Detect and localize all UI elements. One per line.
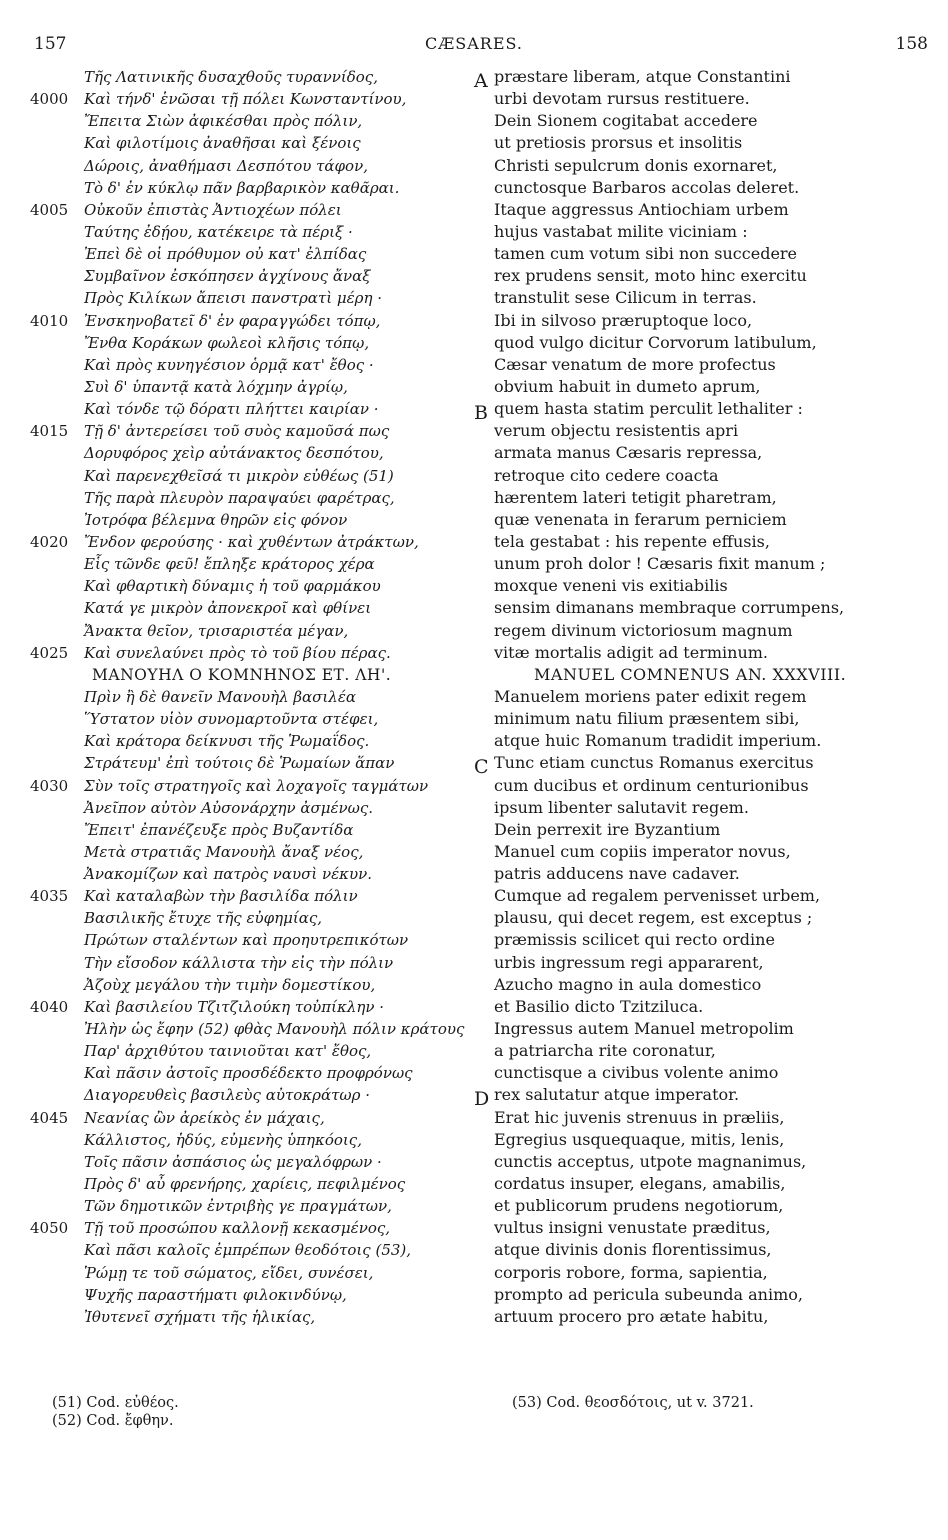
latin-verse-line bbox=[466, 88, 946, 110]
greek-verse-text: Καὶ τήνδ' ἑνῶσαι τῇ πόλει Κωνσταντίνου, bbox=[84, 90, 407, 109]
greek-verse-line bbox=[0, 974, 470, 996]
greek-verse-line bbox=[0, 1040, 470, 1062]
greek-verse-text: Κατά γε μικρὸν ἀπονεκροῖ καὶ φθίνει bbox=[84, 599, 372, 618]
greek-verse-line bbox=[0, 575, 470, 597]
latin-verse-text: Christi sepulcrum donis exornaret, bbox=[494, 155, 778, 175]
greek-verse-line bbox=[0, 597, 470, 619]
greek-verse-text: Καὶ πρὸς κυνηγέσιον ὁρμᾷ κατ' ἔθος · bbox=[84, 355, 374, 374]
running-head: CÆSARES. bbox=[425, 34, 523, 53]
latin-verse-line bbox=[466, 1107, 946, 1129]
greek-verse-line bbox=[0, 553, 470, 575]
latin-verse-line bbox=[466, 553, 946, 575]
greek-verse-line bbox=[0, 841, 470, 863]
greek-verse-text: Καὶ πᾶσι καλοῖς ἐμπρέπων θεοδότοις (53), bbox=[84, 1241, 412, 1260]
latin-verse-text: Cæsar venatum de more profectus bbox=[494, 354, 776, 374]
greek-verse-line bbox=[0, 1195, 470, 1217]
footnotes-left bbox=[52, 1394, 179, 1430]
latin-verse-text: præstare liberam, atque Constantini bbox=[494, 67, 791, 86]
footnote-53: (53) Cod. θεοσδότοις, ut v. 3721. bbox=[512, 1395, 754, 1411]
latin-verse-text: cunctosque Barbaros accolas deleret. bbox=[494, 177, 800, 197]
latin-verse-text: hærentem lateri tetigit pharetram, bbox=[494, 487, 777, 507]
latin-verse-line bbox=[466, 929, 946, 951]
section-marker: A bbox=[474, 70, 488, 92]
greek-verse-line bbox=[0, 132, 470, 154]
greek-verse-line bbox=[0, 420, 470, 442]
footnote-52: (52) Cod. ἔφθην. bbox=[52, 1413, 174, 1429]
latin-verse-line bbox=[466, 1306, 946, 1328]
greek-verse-line bbox=[0, 287, 470, 309]
latin-verse-line bbox=[466, 465, 946, 487]
latin-verse-text: artuum procero pro ætate habitu, bbox=[494, 1306, 769, 1326]
latin-verse-text: Dein perrexit ire Byzantium bbox=[494, 819, 721, 839]
greek-verse-line bbox=[0, 863, 470, 885]
latin-verse-line bbox=[466, 642, 946, 664]
verse-number: 4035 bbox=[30, 887, 69, 906]
verse-number: 4020 bbox=[30, 532, 69, 551]
latin-verse-text: rex salutatur atque imperator. bbox=[494, 1085, 740, 1105]
greek-verse-text: Τῇ τοῦ προσώπου καλλονῇ κεκασμένος, bbox=[84, 1219, 391, 1238]
greek-verse-line bbox=[0, 531, 470, 553]
greek-verse-line bbox=[0, 730, 470, 752]
latin-verse-line bbox=[466, 531, 946, 553]
latin-verse-line bbox=[466, 1284, 946, 1306]
greek-verse-line bbox=[0, 265, 470, 287]
greek-verse-text: Ἀνακομίζων καὶ πατρὸς ναυσὶ νέκυν. bbox=[84, 865, 373, 884]
latin-verse-text: moxque veneni vis exitiabilis bbox=[494, 576, 728, 596]
greek-verse-text: Τῇ δ' ἀντερείσει τοῦ συὸς καμοῦσά πως bbox=[84, 422, 390, 441]
greek-verse-text: Ἰθυτενεῖ σχήματι τῆς ἡλικίας, bbox=[84, 1307, 316, 1326]
greek-verse-text: Ταύτης ἐδῄου, κατέκειρε τὰ πέριξ · bbox=[84, 222, 353, 241]
greek-verse-text: Πρώτων σταλέντων καὶ προηυτρεπικότων bbox=[84, 931, 409, 950]
verse-number: 4005 bbox=[30, 200, 69, 219]
latin-verse-text: Azucho magno in aula domestico bbox=[494, 974, 762, 994]
greek-verse-line bbox=[0, 199, 470, 221]
section-marker: D bbox=[474, 1088, 490, 1111]
greek-verse-text: Ἐπεὶ δὲ οἱ πρόθυμον οὐ κατ' ἐλπίδας bbox=[84, 245, 367, 264]
greek-verse-text: Ἀνεῖπον αὐτὸν Αὐσονάρχην ἀσμένως. bbox=[84, 798, 374, 817]
verse-number: 4045 bbox=[30, 1108, 69, 1127]
greek-verse-text: Τῆς Λατινικῆς δυσαχθοῦς τυραννίδος, bbox=[84, 68, 378, 86]
greek-verse-text: Δώροις, ἀναθήμασι Δεσπότου τάφον, bbox=[84, 156, 368, 175]
latin-verse-line bbox=[466, 907, 946, 929]
latin-verse-text: hujus vastabat milite viciniam : bbox=[494, 221, 748, 241]
verse-number: 4000 bbox=[30, 90, 69, 109]
latin-verse-text: tela gestabat : his repente effusis, bbox=[494, 531, 770, 551]
greek-verse-text: Ῥώμῃ τε τοῦ σώματος, εἴδει, συνέσει, bbox=[84, 1263, 374, 1282]
latin-verse-line bbox=[466, 885, 946, 907]
footnotes-right bbox=[512, 1394, 754, 1412]
latin-verse-line bbox=[466, 686, 946, 708]
greek-verse-text: Ἐνσκηνοβατεῖ δ' ἐν φαραγγώδει τόπῳ, bbox=[84, 311, 381, 330]
greek-verse-line bbox=[0, 398, 470, 420]
latin-verse-line bbox=[466, 354, 946, 376]
greek-verse-text: Δορυφόρος χεὶρ αὐτάνακτος δεσπότου, bbox=[84, 444, 384, 463]
latin-verse-text: verum objectu resistentis apri bbox=[494, 421, 739, 441]
latin-verse-text: præmissis scilicet qui recto ordine bbox=[494, 930, 775, 950]
latin-verse-text: regem divinum victoriosum magnum bbox=[494, 620, 793, 640]
greek-verse-line bbox=[0, 1239, 470, 1261]
latin-verse-line bbox=[466, 841, 946, 863]
greek-verse-text: Καὶ πᾶσιν ἀστοῖς προσδέδεκτο προφρόνως bbox=[84, 1064, 413, 1083]
greek-verse-text: Ἀζοὺχ μεγάλου τὴν τιμὴν δομεστίκου, bbox=[84, 975, 376, 994]
greek-verse-text: Βασιλικῆς ἔτυχε τῆς εὐφημίας, bbox=[84, 909, 323, 928]
latin-verse-text: plausu, qui decet regem, est exceptus ; bbox=[494, 908, 813, 928]
greek-verse-line bbox=[0, 1284, 470, 1306]
latin-verse-line bbox=[466, 265, 946, 287]
verse-number: 4040 bbox=[30, 997, 69, 1016]
latin-verse-text: atque divinis donis florentissimus, bbox=[494, 1240, 772, 1260]
greek-verse-line bbox=[0, 487, 470, 509]
latin-verse-text: obvium habuit in dumeto aprum, bbox=[494, 376, 761, 396]
greek-verse-line bbox=[0, 929, 470, 951]
greek-verse-text: Διαγορευθεὶς βασιλεὺς αὐτοκράτωρ · bbox=[84, 1086, 370, 1105]
verse-number: 4050 bbox=[30, 1219, 69, 1238]
latin-verse-line bbox=[466, 110, 946, 132]
latin-verse-line bbox=[466, 863, 946, 885]
latin-verse-text: Manuelem moriens pater edixit regem bbox=[494, 686, 807, 706]
latin-verse-line bbox=[466, 730, 946, 752]
latin-verse-text: vultus insigni venustate præditus, bbox=[494, 1218, 771, 1238]
greek-verse-text: Νεανίας ὢν ἀρείκὸς ἐν μάχαις, bbox=[84, 1108, 325, 1127]
latin-verse-line bbox=[466, 1262, 946, 1284]
greek-verse-line bbox=[0, 708, 470, 730]
latin-verse-text: sensim dimanans membraque corrumpens, bbox=[494, 598, 845, 618]
greek-verse-line bbox=[0, 1107, 470, 1129]
latin-verse-text: quem hasta statim perculit lethaliter : bbox=[494, 399, 803, 419]
greek-verse-text: Καὶ φιλοτίμοις ἀναθῆσαι καὶ ξένοις bbox=[84, 134, 361, 153]
greek-section-heading bbox=[0, 664, 470, 686]
greek-verse-line bbox=[0, 442, 470, 464]
greek-verse-line bbox=[0, 642, 470, 664]
greek-verse-text: Ἰοτρόφα βέλεμνα θηρῶν εἰς φόνον bbox=[84, 510, 348, 529]
latin-verse-text: Ibi in silvoso præruptoque loco, bbox=[494, 310, 753, 330]
latin-verse-line bbox=[466, 952, 946, 974]
latin-verse-line bbox=[466, 420, 946, 442]
latin-verse-text: Itaque aggressus Antiochiam urbem bbox=[494, 199, 789, 219]
greek-verse-text: Καὶ συνελαύνει πρὸς τὸ τοῦ βίου πέρας. bbox=[84, 643, 391, 662]
latin-verse-line bbox=[466, 132, 946, 154]
latin-verse-line bbox=[466, 509, 946, 531]
verse-number: 4025 bbox=[30, 643, 69, 662]
latin-verse-line bbox=[466, 1217, 946, 1239]
greek-verse-text: Ἠλὴν ὡς ἔφην (52) φθὰς Μανουὴλ πόλιν κράτους bbox=[84, 1020, 465, 1039]
latin-verse-line bbox=[466, 376, 946, 398]
greek-verse-line bbox=[0, 332, 470, 354]
latin-verse-text: ut pretiosis prorsus et insolitis bbox=[494, 133, 743, 153]
latin-verse-text: corporis robore, forma, sapientia, bbox=[494, 1262, 768, 1282]
greek-verse-text: Συμβαῖνον ἐσκόπησεν ἀγχίνους ἄναξ bbox=[84, 267, 371, 286]
latin-section-heading bbox=[466, 664, 946, 686]
greek-verse-text: Πρὶν ἢ δὲ θανεῖν Μανουὴλ βασιλέα bbox=[84, 687, 356, 706]
greek-verse-text: Τοῖς πᾶσιν ἀσπάσιος ὡς μεγαλόφρων · bbox=[84, 1152, 382, 1171]
greek-verse-line bbox=[0, 819, 470, 841]
latin-verse-line bbox=[466, 332, 946, 354]
greek-verse-text: Καὶ φθαρτικὴ δύναμις ἡ τοῦ φαρμάκου bbox=[84, 577, 381, 596]
latin-verse-text: cunctisque a civibus volente animo bbox=[494, 1063, 779, 1083]
latin-verse-text: Egregius usquequaque, mitis, lenis, bbox=[494, 1129, 785, 1149]
latin-verse-text: unum proh dolor ! Cæsaris fixit manum ; bbox=[494, 554, 826, 574]
latin-verse-line bbox=[466, 1084, 946, 1111]
greek-verse-line bbox=[0, 354, 470, 376]
greek-verse-line bbox=[0, 885, 470, 907]
latin-verse-line bbox=[466, 243, 946, 265]
latin-verse-text: ipsum libenter salutavit regem. bbox=[494, 797, 749, 817]
latin-verse-text: rex prudens sensit, moto hinc exercitu bbox=[494, 266, 807, 286]
latin-verse-line bbox=[466, 1062, 946, 1084]
greek-verse-line bbox=[0, 996, 470, 1018]
greek-verse-text: Σὺν τοῖς στρατηγοῖς καὶ λοχαγοῖς ταγμάτων bbox=[84, 776, 429, 795]
latin-verse-line bbox=[466, 66, 946, 92]
latin-verse-text: Manuel cum copiis imperator novus, bbox=[494, 841, 791, 861]
latin-verse-text: armata manus Cæsaris repressa, bbox=[494, 443, 763, 463]
latin-verse-line bbox=[466, 177, 946, 199]
greek-verse-text: Τὸ δ' ἐν κύκλῳ πᾶν βαρβαρικὸν καθᾶραι. bbox=[84, 178, 400, 197]
greek-verse-line bbox=[0, 1129, 470, 1151]
greek-verse-text: Μετὰ στρατιᾶς Μανουὴλ ἄναξ νέος, bbox=[84, 842, 364, 861]
latin-verse-text: cum ducibus et ordinum centurionibus bbox=[494, 775, 809, 795]
latin-verse-line bbox=[466, 1195, 946, 1217]
latin-verse-text: prompto ad pericula subeunda animo, bbox=[494, 1284, 803, 1304]
latin-verse-line bbox=[466, 1018, 946, 1040]
latin-verse-line bbox=[466, 221, 946, 243]
latin-heading-text: MANUEL COMNENUS AN. XXXVIII. bbox=[534, 664, 847, 684]
latin-verse-line bbox=[466, 620, 946, 642]
latin-verse-line bbox=[466, 1173, 946, 1195]
latin-verse-line bbox=[466, 287, 946, 309]
greek-verse-line bbox=[0, 775, 470, 797]
greek-verse-line bbox=[0, 110, 470, 132]
greek-verse-line bbox=[0, 1018, 470, 1040]
latin-verse-text: urbi devotam rursus restituere. bbox=[494, 89, 750, 109]
verse-number: 4030 bbox=[30, 776, 69, 795]
latin-verse-line bbox=[466, 1129, 946, 1151]
greek-verse-text: Καὶ παρενεχθεῖσά τι μικρὸν εὐθέως (51) bbox=[84, 466, 394, 485]
greek-verse-text: Τῶν δημοτικῶν ἐντριβὴς γε πραγμάτων, bbox=[84, 1197, 392, 1216]
latin-verse-text: Cumque ad regalem pervenisset urbem, bbox=[494, 886, 821, 906]
latin-verse-line bbox=[466, 819, 946, 841]
latin-verse-line bbox=[466, 797, 946, 819]
section-marker: C bbox=[474, 756, 489, 779]
greek-verse-line bbox=[0, 376, 470, 398]
section-marker: B bbox=[474, 402, 488, 425]
latin-verse-text: vitæ mortalis adigit ad terminum. bbox=[494, 642, 769, 662]
page-number-left: 157 bbox=[34, 34, 67, 54]
latin-verse-line bbox=[466, 1040, 946, 1062]
latin-verse-text: et Basilio dicto Tzitziluca. bbox=[494, 996, 704, 1016]
page-number-right: 158 bbox=[895, 34, 928, 54]
latin-verse-line bbox=[466, 199, 946, 221]
latin-verse-line bbox=[466, 442, 946, 464]
verse-number: 4010 bbox=[30, 311, 69, 330]
greek-verse-line bbox=[0, 620, 470, 642]
greek-verse-text: Συὶ δ' ὑπαντᾷ κατὰ λόχμην ἀγρίῳ, bbox=[84, 377, 348, 396]
greek-verse-text: Τῆς παρὰ πλευρὸν παραψαύει φαρέτρας, bbox=[84, 488, 395, 507]
latin-verse-line bbox=[466, 996, 946, 1018]
latin-verse-text: et publicorum prudens negotiorum, bbox=[494, 1196, 784, 1216]
greek-verse-text: Ἔνθα Κοράκων φωλεοὶ κλῆσις τόπῳ, bbox=[84, 333, 370, 352]
greek-verse-line bbox=[0, 155, 470, 177]
greek-verse-line bbox=[0, 797, 470, 819]
latin-verse-text: Erat hic juvenis strenuus in præliis, bbox=[494, 1107, 785, 1127]
greek-heading-text: ΜΑΝΟΥΗΛ Ο ΚΟΜΝΗΝΟΣ ΕΤ. ΛΗ'. bbox=[92, 665, 392, 684]
greek-verse-text: Ὕστατον υἱὸν συνομαρτοῦντα στέφει, bbox=[84, 710, 379, 729]
greek-verse-line bbox=[0, 177, 470, 199]
greek-verse-line bbox=[0, 752, 470, 774]
latin-verse-line bbox=[466, 1151, 946, 1173]
verse-number: 4015 bbox=[30, 422, 69, 441]
latin-verse-line bbox=[466, 775, 946, 797]
latin-verse-text: urbis ingressum regi appararent, bbox=[494, 952, 764, 972]
greek-verse-line bbox=[0, 66, 470, 88]
greek-verse-line bbox=[0, 952, 470, 974]
latin-verse-text: quæ venenata in ferarum perniciem bbox=[494, 509, 787, 529]
greek-verse-line bbox=[0, 686, 470, 708]
greek-verse-line bbox=[0, 1217, 470, 1239]
greek-verse-text: Καὶ καταλαβὼν τὴν βασιλίδα πόλιν bbox=[84, 887, 358, 906]
latin-verse-line bbox=[466, 155, 946, 177]
latin-verse-line bbox=[466, 310, 946, 332]
latin-verse-text: minimum natu filium præsentem sibi, bbox=[494, 709, 800, 729]
latin-verse-text: atque huic Romanum tradidit imperium. bbox=[494, 731, 822, 751]
footnote-51: (51) Cod. εὐθέος. bbox=[52, 1395, 179, 1411]
latin-verse-line bbox=[466, 575, 946, 597]
greek-verse-text: Ἔπειτ' ἐπανέζευξε πρὸς Βυζαντίδα bbox=[84, 820, 354, 839]
latin-verse-text: quod vulgo dicitur Corvorum latibulum, bbox=[494, 332, 817, 352]
greek-verse-text: Πρὸς δ' αὖ φρενήρης, χαρίεις, πεφιλμένος bbox=[84, 1175, 406, 1194]
latin-verse-text: a patriarcha rite coronatur, bbox=[494, 1041, 716, 1061]
greek-verse-text: Καὶ βασιλείου Τζιτζιλούκη τοὐπίκλην · bbox=[84, 997, 385, 1016]
greek-column bbox=[0, 66, 470, 1328]
latin-verse-line bbox=[466, 398, 946, 425]
latin-verse-text: Dein Sionem cogitabat accedere bbox=[494, 111, 758, 131]
greek-verse-text: Κάλλιστος, ἡδύς, εὐμενὴς ὑπηκόοις, bbox=[84, 1130, 362, 1149]
greek-verse-text: Καὶ τόνδε τῷ δόρατι πλήττει καιρίαν · bbox=[84, 400, 379, 419]
latin-verse-line bbox=[466, 597, 946, 619]
latin-verse-text: retroque cito cedere coacta bbox=[494, 465, 719, 485]
greek-verse-line bbox=[0, 243, 470, 265]
greek-verse-line bbox=[0, 1173, 470, 1195]
greek-verse-text: Καὶ κράτορα δείκνυσι τῆς Ῥωμαΐδος. bbox=[84, 732, 370, 751]
greek-verse-text: Ψυχῆς παραστήματι φιλοκινδύνῳ, bbox=[84, 1285, 347, 1304]
latin-verse-text: transtulit sese Cilicum in terras. bbox=[494, 288, 757, 308]
greek-verse-line bbox=[0, 88, 470, 110]
greek-verse-line bbox=[0, 1306, 470, 1328]
greek-verse-line bbox=[0, 1084, 470, 1106]
latin-verse-line bbox=[466, 752, 946, 779]
greek-verse-text: Πρὸς Κιλίκων ἄπεισι πανστρατὶ μέρη · bbox=[84, 289, 383, 308]
greek-verse-line bbox=[0, 509, 470, 531]
latin-verse-line bbox=[466, 708, 946, 730]
greek-verse-line bbox=[0, 310, 470, 332]
greek-verse-line bbox=[0, 465, 470, 487]
latin-verse-line bbox=[466, 974, 946, 996]
latin-verse-line bbox=[466, 487, 946, 509]
greek-verse-text: Ἔνδον φερούσης · καὶ χυθέντων ἀτράκτων, bbox=[84, 532, 419, 551]
latin-verse-text: cunctis acceptus, utpote magnanimus, bbox=[494, 1151, 807, 1171]
latin-verse-text: tamen cum votum sibi non succedere bbox=[494, 244, 798, 264]
latin-verse-text: Ingressus autem Manuel metropolim bbox=[494, 1019, 794, 1039]
latin-verse-text: Tunc etiam cunctus Romanus exercitus bbox=[494, 753, 814, 773]
greek-verse-text: Στράτευμ' ἐπὶ τούτοις δὲ Ῥωμαίων ἅπαν bbox=[84, 754, 395, 773]
greek-verse-text: Οὐκοῦν ἐπιστὰς Ἀντιοχέων πόλει bbox=[84, 200, 342, 219]
greek-verse-text: Ἄνακτα θεῖον, τρισαριστέα μέγαν, bbox=[84, 621, 349, 640]
greek-verse-line bbox=[0, 1262, 470, 1284]
greek-verse-line bbox=[0, 221, 470, 243]
greek-verse-text: Τὴν εἴσοδον κάλλιστα τὴν εἰς τὴν πόλιν bbox=[84, 953, 394, 972]
latin-verse-text: cordatus insuper, elegans, amabilis, bbox=[494, 1174, 786, 1194]
greek-verse-text: Εἷς τῶνδε φεῦ! ἔπληξε κράτορος χέρα bbox=[84, 555, 375, 574]
greek-verse-line bbox=[0, 1062, 470, 1084]
greek-verse-text: Ἔπειτα Σιὼν ἀφικέσθαι πρὸς πόλιν, bbox=[84, 112, 363, 131]
latin-verse-text: patris adducens nave cadaver. bbox=[494, 864, 740, 884]
greek-verse-text: Παρ' ἀρχιθύτου ταινιοῦται κατ' ἔθος, bbox=[84, 1042, 372, 1061]
greek-verse-line bbox=[0, 907, 470, 929]
latin-column bbox=[466, 66, 946, 1328]
latin-verse-line bbox=[466, 1239, 946, 1261]
greek-verse-line bbox=[0, 1151, 470, 1173]
